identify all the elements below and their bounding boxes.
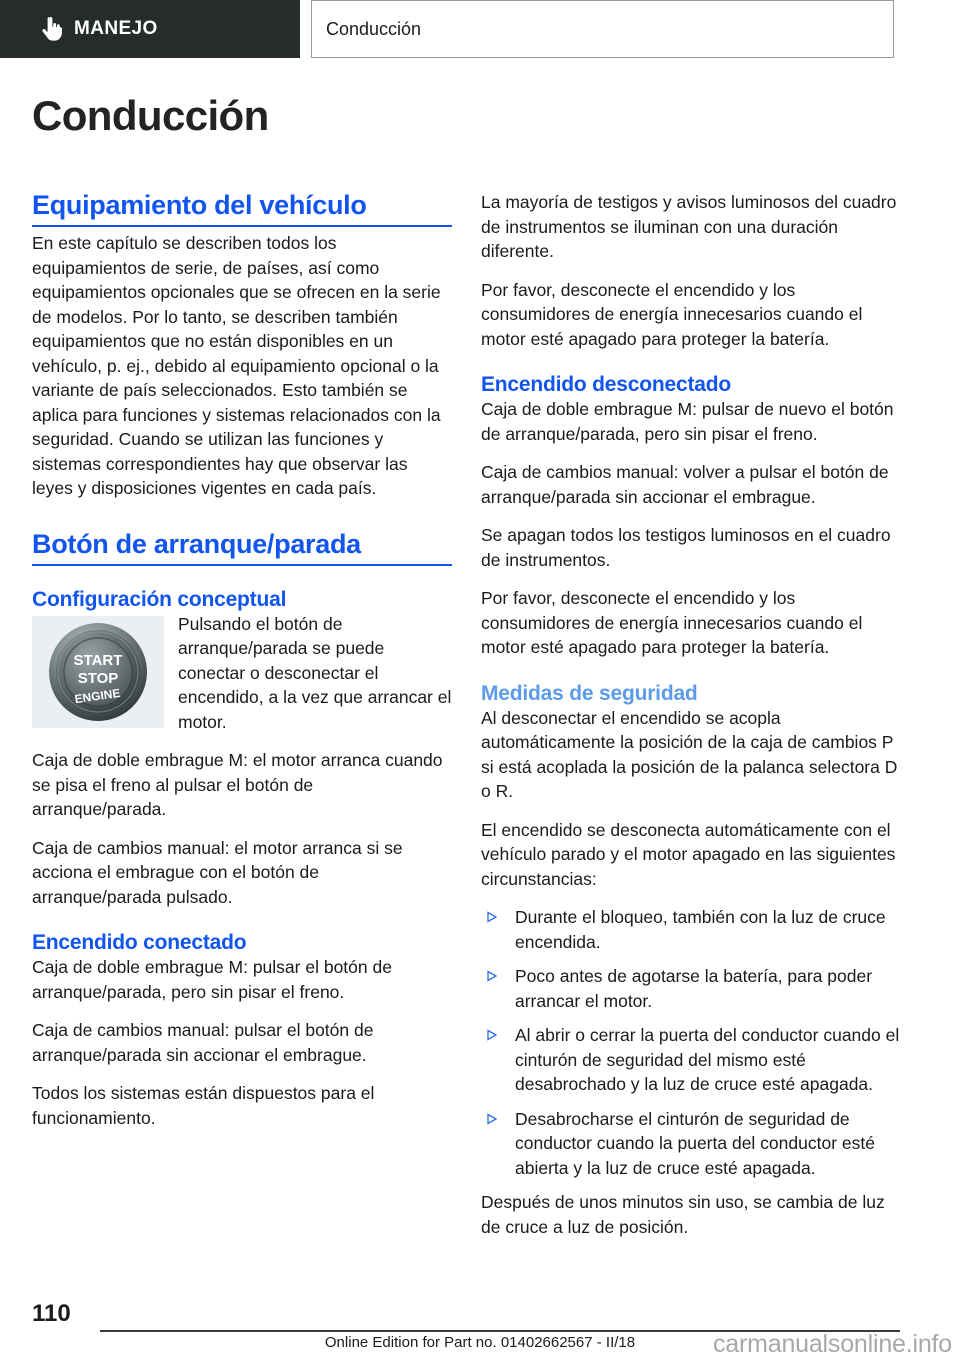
paragraph-por-favor-desconecte-1: Por favor, desconecte el encendido y los consumidores de energía innecesarios cuando el motor esté apagado para proteger la batería. [481, 279, 863, 349]
page-number: 110 [32, 1300, 71, 1327]
breadcrumb [311, 0, 894, 58]
paragraph-caja-cambios-manual-embrague: Caja de cambios manual: el motor arranca si se acciona el embrague con el botón de arranque/parada pulsado. [32, 837, 403, 907]
paragraph-encendido-desconecta-auto: El encendido se desconecta automáticamente con el vehículo parado y el motor apagado en las siguientes circunstancias: [481, 819, 896, 889]
list-item-label: Desabrocharse el cinturón de seguridad de conductor cuando la puerta del conductor esté abierta y la luz de cruce esté apagada. [515, 1108, 875, 1178]
left-column [32, 190, 452, 1130]
paragraph-mayoria-testigos: La mayoría de testigos y avisos luminosos del cuadro de instrumentos se iluminan con una duración diferente. [481, 192, 897, 261]
paragraph-pulsando-boton: Pulsando el botón de arranque/parada se puede conectar o desconectar el encendido, a la vez que arrancar el motor. [178, 613, 452, 732]
list-item [481, 1023, 901, 1097]
paragraph-al-desconectar-encendido: Al desconectar el encendido se acopla automáticamente la posición de la caja de cambios P si está acoplada la posición de la palanca selectora D o R. [481, 707, 898, 801]
paragraph-por-favor-desconecte-2: Por favor, desconecte el encendido y los consumidores de energía innecesarios cuando el motor esté apagado para proteger la batería. [481, 588, 863, 657]
figure-text-start: START [73, 651, 123, 669]
figure-text-engine: ENGINE [73, 685, 122, 706]
paragraph-caja-doble-embrague-arranca: Caja de doble embrague M: el motor arranca cuando se pisa el freno al pulsar el botón de arranque/parada. [32, 750, 443, 819]
footer-edition-text: Online Edition for Part no. 01402662567 - II/18 [324, 1334, 636, 1351]
circumstances-list [481, 905, 901, 1180]
list-item [481, 964, 901, 1013]
paragraph-conectado-manual: Caja de cambios manual: pulsar el botón de arranque/parada sin accionar el embrague. [32, 1020, 374, 1065]
paragraph-intro: En este capítulo se describen todos los equipamientos de serie, de países, así como equipamientos opcionales que se ofrecen en la serie de modelos. Por lo tanto, se describen también equipamientos que no están disponibles en un vehículo, p. ej., debido al equipamiento opcional o la variante de país seleccionados. Esto también se aplica para funciones y sistemas relacionados con la seguridad. Cuando se utilizan las funciones y sistemas correspondientes hay que observar las leyes y disposiciones vigentes en cada país. [32, 233, 441, 498]
figure-with-text-block [32, 612, 452, 836]
list-item [481, 1107, 901, 1181]
section-tab-label: MANEJO [74, 18, 158, 39]
subheading-encendido-conectado: Encendido conectado [32, 931, 247, 954]
paragraph-despues-unos-minutos: Después de unos minutos sin uso, se cambia de luz de cruce a luz de posición. [481, 1192, 885, 1237]
watermark-text: carmanualsonline.info [712, 1330, 952, 1358]
list-item-label: Al abrir o cerrar la puerta del conductor cuando el cinturón de seguridad del mismo esté desabrochado y la luz de cruce esté apagada. [515, 1025, 900, 1094]
paragraph-conectado-doble-embrague: Caja de doble embrague M: pulsar el botón de arranque/parada, pero sin pisar el freno. [32, 957, 392, 1002]
list-item [481, 905, 901, 954]
paragraph-desconectado-doble-embrague: Caja de doble embrague M: pulsar de nuevo el botón de arranque/parada, pero sin pisar el freno. [481, 399, 894, 444]
subheading-configuracion-conceptual: Configuración conceptual [32, 587, 287, 611]
figure-text-stop: STOP [77, 669, 119, 687]
triangle-bullet-icon [485, 969, 499, 983]
triangle-bullet-icon [485, 1028, 499, 1042]
triangle-bullet-icon [485, 910, 499, 924]
list-item-label: Poco antes de agotarse la batería, para poder arrancar el motor. [515, 966, 873, 1011]
list-item-label: Durante el bloqueo, también con la luz de cruce encendida. [515, 907, 886, 952]
subheading-encendido-desconectado: Encendido desconectado [481, 373, 731, 396]
pointing-hand-icon [42, 17, 62, 41]
right-column [481, 190, 901, 1239]
paragraph-se-apagan-testigos: Se apagan todos los testigos luminosos en el cuadro de instrumentos. [481, 525, 891, 570]
subheading-medidas-de-seguridad: Medidas de seguridad [481, 681, 698, 705]
paragraph-todos-los-sistemas: Todos los sistemas están dispuestos para el funcionamiento. [32, 1083, 375, 1128]
start-stop-engine-button-image [32, 616, 164, 728]
triangle-bullet-icon [485, 1112, 499, 1126]
paragraph-desconectado-manual: Caja de cambios manual: volver a pulsar el botón de arranque/parada sin accionar el embrague. [481, 462, 889, 507]
page-title: Conducción [32, 92, 269, 139]
heading-boton-de-arranque-parada: Botón de arranque/parada [32, 529, 452, 566]
heading-equipamiento-del-vehiculo: Equipamiento del vehículo [32, 190, 452, 227]
page-header [0, 0, 960, 62]
section-tab-manejo[interactable] [0, 0, 300, 58]
breadcrumb-label: Conducción [326, 18, 422, 39]
